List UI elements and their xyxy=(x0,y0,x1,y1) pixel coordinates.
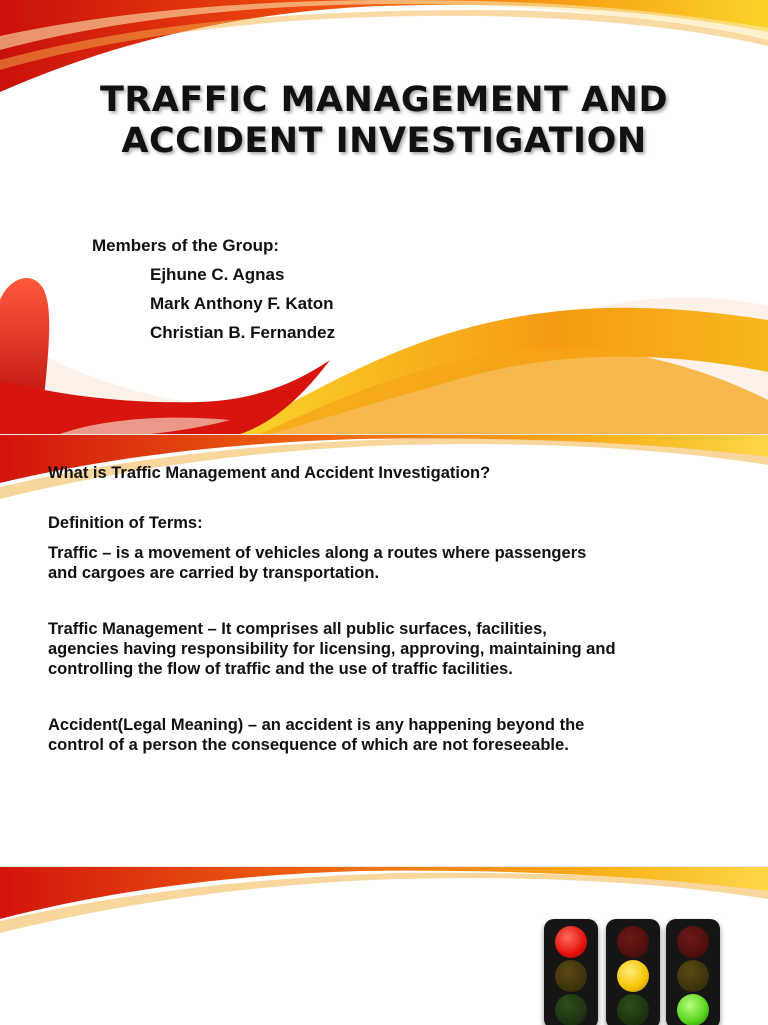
red-lamp-icon xyxy=(617,926,649,958)
title-line-2: ACCIDENT INVESTIGATION xyxy=(121,121,647,161)
red-lamp-icon xyxy=(555,926,587,958)
definition-line: Traffic – is a movement of vehicles along a routes where passengers xyxy=(48,544,587,562)
green-lamp-icon xyxy=(617,994,649,1025)
definition-traffic xyxy=(48,543,738,583)
definition-line: Accident(Legal Meaning) – an accident is any happening beyond the xyxy=(48,716,585,734)
member-name: Christian B. Fernandez xyxy=(150,323,336,342)
slide-title xyxy=(60,80,708,162)
green-lamp-icon xyxy=(555,994,587,1025)
green-lamp-icon xyxy=(677,994,709,1025)
member-name: Mark Anthony F. Katon xyxy=(150,294,334,313)
definition-line: and cargoes are carried by transportation. xyxy=(48,564,380,582)
definition-line: Traffic Management – It comprises all public surfaces, facilities, xyxy=(48,620,547,638)
question-heading: What is Traffic Management and Accident Investigation? xyxy=(48,464,491,482)
red-lamp-icon xyxy=(677,926,709,958)
traffic-lights-slide xyxy=(0,866,768,1025)
definitions-body xyxy=(48,463,738,755)
member-name: Ejhune C. Agnas xyxy=(150,265,285,284)
definition-accident xyxy=(48,715,738,755)
title-line-1: TRAFFIC MANAGEMENT AND xyxy=(99,80,669,120)
group-members xyxy=(92,232,335,347)
definitions-slide xyxy=(0,434,768,867)
title-slide xyxy=(0,0,768,434)
yellow-lamp-icon xyxy=(677,960,709,992)
definition-heading: Definition of Terms: xyxy=(48,514,203,532)
traffic-light-icon xyxy=(544,919,598,1025)
members-heading: Members of the Group: xyxy=(92,236,280,255)
traffic-light-icon xyxy=(666,919,720,1025)
definition-line: control of a person the consequence of which are not foreseeable. xyxy=(48,736,569,754)
definition-line: agencies having responsibility for licensing, approving, maintaining and xyxy=(48,640,616,658)
traffic-light-icon xyxy=(606,919,660,1025)
definition-line: controlling the flow of traffic and the use of traffic facilities. xyxy=(48,660,513,678)
yellow-lamp-icon xyxy=(617,960,649,992)
yellow-lamp-icon xyxy=(555,960,587,992)
definition-traffic-management xyxy=(48,619,738,679)
swoosh-decoration xyxy=(0,0,768,434)
